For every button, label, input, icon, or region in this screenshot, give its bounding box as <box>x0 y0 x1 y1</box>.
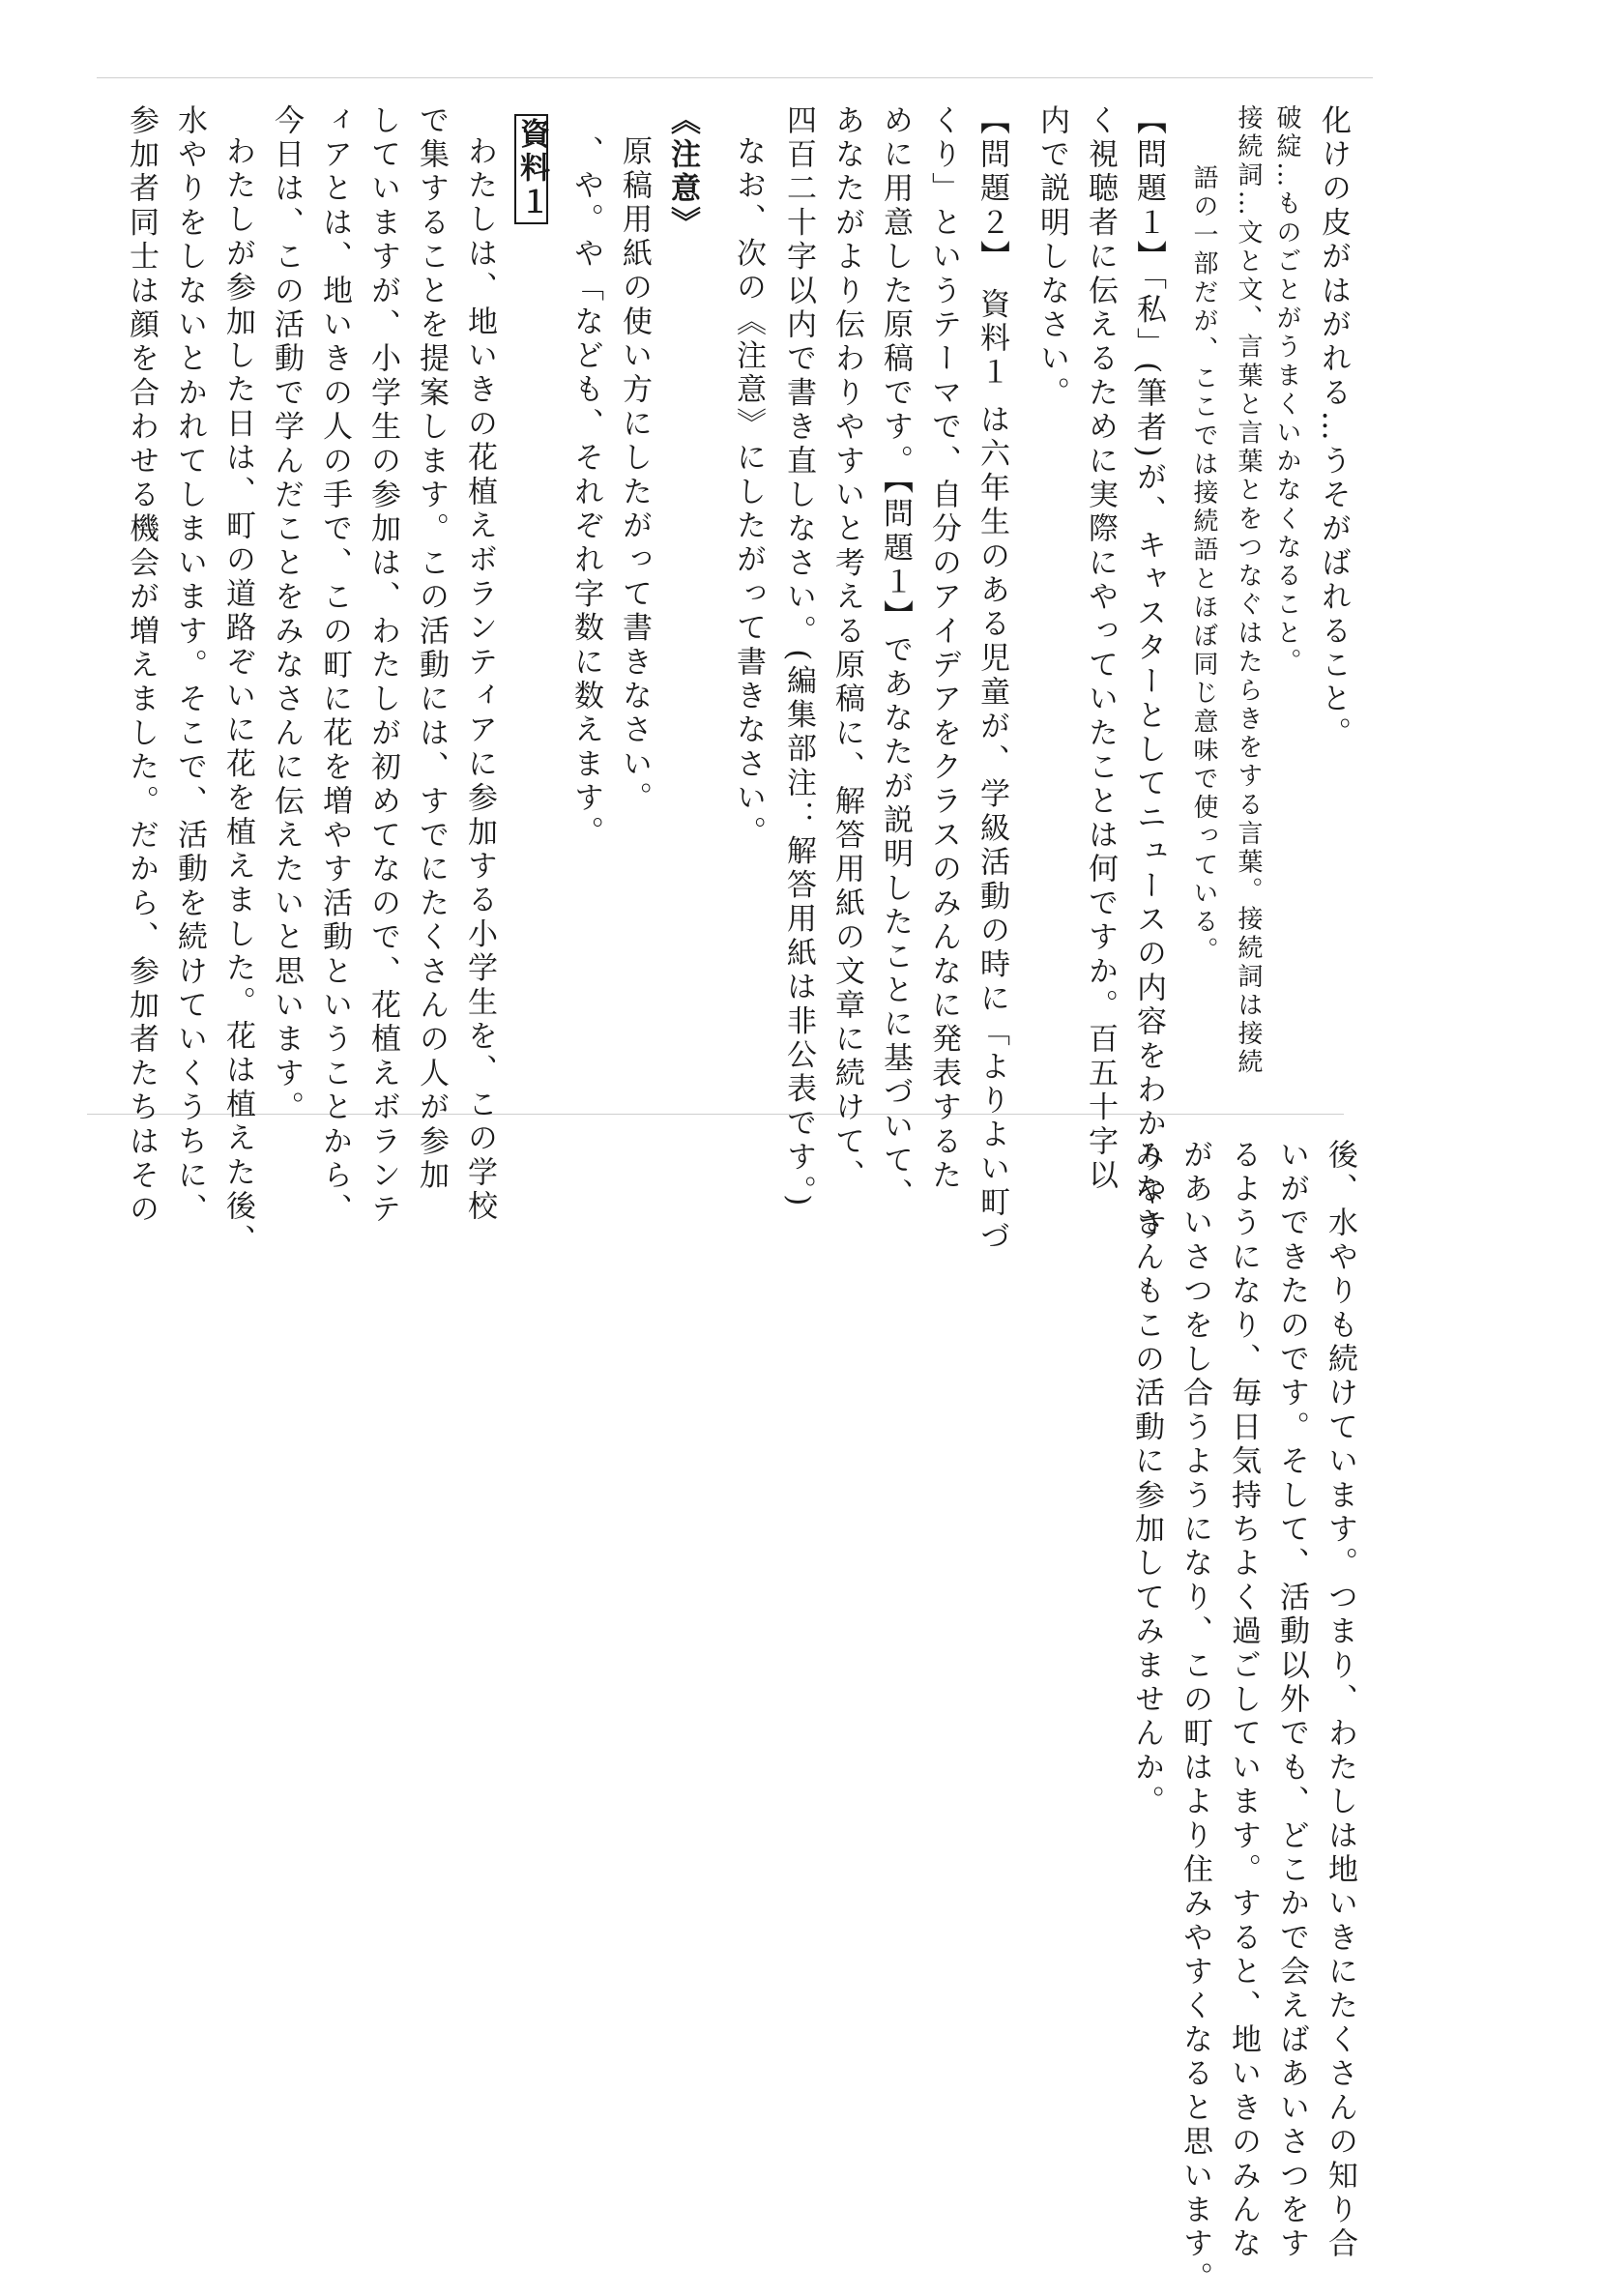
material-1-label: 資料１ <box>514 114 548 224</box>
problem-2-line-3: めに用意した原稿です。【問題１】であなたが説明したことに基づいて、 <box>878 104 913 1213</box>
continuation-line-2: いができたのです。そして、活動以外でも、どこかで会えばあいさつをす <box>1274 1139 1309 2262</box>
material-1-line-4: ィアとは、地いきの人の手で、この町に花を増やす活動ということから、 <box>317 104 352 1228</box>
problem-2-line-5: 四百二十字以内で書き直しなさい。(編集部注：解答用紙は非公表です。) <box>781 104 816 1210</box>
continuation-line-5: みなさんもこの活動に参加してみませんか。 <box>1129 1139 1164 1819</box>
continuation-line-3: るようになり、毎日気持ちよく過ごしています。すると、地いきのみんな <box>1226 1139 1261 2262</box>
line-1: 化けの皮がはがれる…うそがばれること。 <box>1316 104 1351 751</box>
material-1-line-1: わたしは、地いきの花植えボランティアに参加する小学生を、この学校 <box>462 135 497 1225</box>
problem-2-line-2: くり」というテーマで、自分のアイデアをクラスのみんなに発表するた <box>926 104 961 1194</box>
notes-heading: 《注意》 <box>665 104 700 241</box>
line-3: 接続詞…文と文、言葉と言葉とをつなぐはたらきをする言葉。接続詞は接続 <box>1234 104 1263 1078</box>
problem-2-line-1: 【問題２】 資料１ は六年生のある児童が、学級活動の時に「よりよい町づ <box>975 104 1009 1255</box>
problem-1-line-2: く視聴者に伝えるために実際にやっていたことは何ですか。百五十字以 <box>1083 104 1118 1194</box>
material-1-line-3: していますが、小学生の参加は、わたしが初めてなので、花植えボランテ <box>365 104 400 1228</box>
line-4: 語の一部だが、ここでは接続語とほぼ同じ意味で使っている。 <box>1189 164 1218 966</box>
problem-2-line-6: なお、次の《注意》にしたがって書きなさい。 <box>731 135 766 851</box>
material-1-heading <box>514 114 548 224</box>
material-1-line-2: で集することを提案します。この活動には、すでにたくさんの人が参加 <box>414 104 449 1194</box>
problem-2-line-4: あなたがより伝わりやすいと考える原稿に、解答用紙の文章に続けて、 <box>830 104 864 1194</box>
top-divider <box>97 77 1373 78</box>
material-1-line-8: 参加者同士は顔を合わせる機会が増えました。だから、参加者たちはその <box>124 104 159 1228</box>
notes-line-1: 原稿用紙の使い方にしたがって書きなさい。 <box>617 135 652 816</box>
continuation-line-4: があいさつをし合うようになり、この町はより住みやすくなると思います。 <box>1178 1139 1212 2296</box>
material-1-line-5: 今日は、この活動で学んだことをみなさんに伝えたいと思います。 <box>269 104 304 1125</box>
line-2: 破綻…ものごとがうまくいかなくなること。 <box>1272 104 1301 677</box>
continuation-line-1: 後、水やりも続けています。つまり、わたしは地いきにたくさんの知り合 <box>1323 1139 1357 2262</box>
material-1-line-6: わたしが参加した日は、町の道路ぞいに花を植えました。花は植えた後、 <box>220 135 255 1259</box>
problem-1-line-3: 内で説明しなさい。 <box>1034 104 1069 411</box>
problem-1-line-1: 【問題１】「私」(筆者)が、キャスターとしてニュースの内容をわかりやす <box>1131 104 1166 1244</box>
material-1-line-7: 水やりをしないとかれてしまいます。そこで、活動を続けていくうちに、 <box>172 104 207 1228</box>
notes-line-2: 、や。や「なども、それぞれ字数に数えます。 <box>568 135 603 851</box>
